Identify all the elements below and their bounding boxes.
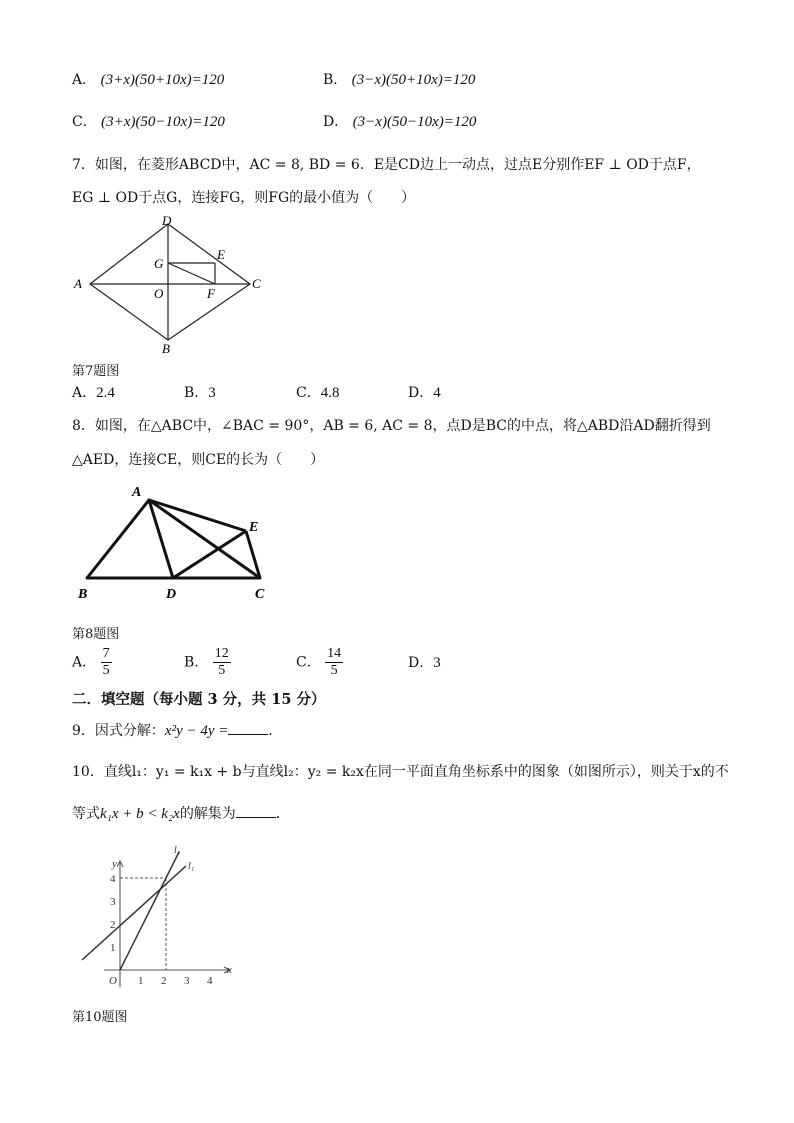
label-e: E <box>249 520 259 535</box>
x-axis-label: x <box>227 964 232 976</box>
line-l1-label: l₁ <box>188 861 195 872</box>
option-letter: A． <box>72 385 97 401</box>
x-tick-2: 2 <box>161 975 167 987</box>
q6-option-a <box>72 71 224 89</box>
q10-text-line2 <box>72 805 290 823</box>
q7-text-line1: 7．如图，在菱形ABCD中，AC = 8, BD = 6．E是CD边上一动点，过点E分别作EF ⊥ OD于点F， <box>72 157 701 173</box>
q10-inequality: k₁x + b < k₂x <box>100 806 180 822</box>
segment-gf <box>168 263 215 284</box>
q10-graph-figure <box>74 842 244 990</box>
fraction <box>325 646 343 679</box>
q9-prefix: 9．因式分解： <box>72 723 165 739</box>
q7-option-b <box>184 384 216 402</box>
fraction-numerator: 12 <box>214 646 229 661</box>
option-letter: C． <box>296 654 321 671</box>
label-e: E <box>217 247 225 262</box>
option-letter: D． <box>323 114 349 130</box>
origin-label: O <box>109 975 117 987</box>
y-axis-label: y <box>112 858 117 870</box>
option-letter: D． <box>408 655 434 671</box>
label-c: C <box>252 276 261 291</box>
option-value: 4 <box>433 385 441 401</box>
label-b: B <box>162 341 170 356</box>
q6-option-d <box>323 113 476 131</box>
q7-option-c <box>296 384 339 402</box>
q8-triangle-figure <box>72 480 282 610</box>
label-g: G <box>154 256 164 271</box>
line-l2-label: l₂ <box>174 845 181 856</box>
option-expression: (3+x)(50−10x)=120 <box>101 114 225 130</box>
option-value: 2.4 <box>96 385 115 401</box>
option-letter: B． <box>184 654 209 671</box>
fraction-denominator: 5 <box>330 663 338 678</box>
label-c: C <box>255 587 265 602</box>
q10-line2-suffix: 的解集为 <box>179 806 236 822</box>
fraction <box>101 646 112 679</box>
answer-blank[interactable] <box>228 722 268 735</box>
option-value: 4.8 <box>320 385 340 401</box>
q7-text-line2: EG ⊥ OD于点G，连接FG，则FG的最小值为（ ） <box>72 190 416 206</box>
q8-option-d <box>408 654 441 672</box>
option-expression: (3−x)(50−10x)=120 <box>352 114 477 130</box>
y-tick-4: 4 <box>110 873 116 885</box>
q10-caption: 第10题图 <box>72 1010 128 1025</box>
q10-line2-prefix: 等式 <box>72 806 100 822</box>
x-tick-4: 4 <box>207 975 213 987</box>
y-tick-2: 2 <box>110 919 116 931</box>
segment-ad <box>149 500 173 578</box>
fraction-denominator: 5 <box>102 663 110 678</box>
fraction-numerator: 7 <box>102 646 110 661</box>
q7-rhombus-figure <box>70 214 270 356</box>
option-letter: B． <box>184 385 209 401</box>
q7-option-a <box>72 384 115 402</box>
x-tick-1: 1 <box>138 975 144 987</box>
q8-option-a <box>72 646 112 679</box>
section-heading: 二．填空题（每小题 3 分，共 15 分） <box>72 691 326 708</box>
q6-option-c <box>72 113 225 131</box>
option-letter: A． <box>72 654 97 671</box>
label-a: A <box>132 485 142 500</box>
q9-text <box>72 722 282 740</box>
segment-de <box>173 531 246 578</box>
y-tick-1: 1 <box>110 942 116 954</box>
option-expression: (3−x)(50+10x)=120 <box>351 72 476 88</box>
fraction <box>213 646 231 679</box>
q7-caption: 第7题图 <box>72 364 120 379</box>
q10-line2-end: ． <box>275 806 290 822</box>
option-value: 3 <box>433 655 441 671</box>
q9-end: ． <box>268 723 283 739</box>
label-f: F <box>207 286 215 301</box>
option-letter: D． <box>408 385 434 401</box>
option-value: 3 <box>208 385 216 401</box>
line-l1 <box>82 866 186 960</box>
q10-text-line1: 10．直线l₁：y₁ = k₁x + b与直线l₂：y₂ = k₂x在同一平面直角坐标系中的图象（如图所示），则关于x的不 <box>72 764 729 780</box>
line-l2 <box>120 852 179 970</box>
q8-caption: 第8题图 <box>72 627 120 642</box>
option-letter: C． <box>296 385 321 401</box>
q8-option-c <box>296 646 343 679</box>
q9-expression: x²y − 4y = <box>164 723 229 739</box>
label-d: D <box>162 214 172 228</box>
q6-option-b <box>323 71 475 89</box>
option-letter: C． <box>72 114 97 130</box>
x-tick-3: 3 <box>184 975 190 987</box>
option-letter: A． <box>72 72 97 88</box>
option-expression: (3+x)(50+10x)=120 <box>100 72 225 88</box>
option-letter: B． <box>323 72 348 88</box>
label-o: O <box>154 286 164 301</box>
label-d: D <box>166 587 177 602</box>
q8-text-line1: 8．如图，在△ABC中，∠BAC = 90°，AB = 6, AC = 8，点D是BC的中点，将△ABD沿AD翻折得到 <box>72 418 711 434</box>
q8-text-line2: △AED，连接CE，则CE的长为（ ） <box>72 452 325 468</box>
y-tick-3: 3 <box>110 896 116 908</box>
rhombus-abcd <box>90 224 250 340</box>
fraction-denominator: 5 <box>218 663 226 678</box>
label-b: B <box>78 587 88 602</box>
segment-ae <box>149 500 246 531</box>
q7-option-d <box>408 384 441 402</box>
fraction-numerator: 14 <box>327 646 342 661</box>
answer-blank[interactable] <box>236 805 276 818</box>
q8-option-b <box>184 646 231 679</box>
label-a: A <box>74 276 82 291</box>
